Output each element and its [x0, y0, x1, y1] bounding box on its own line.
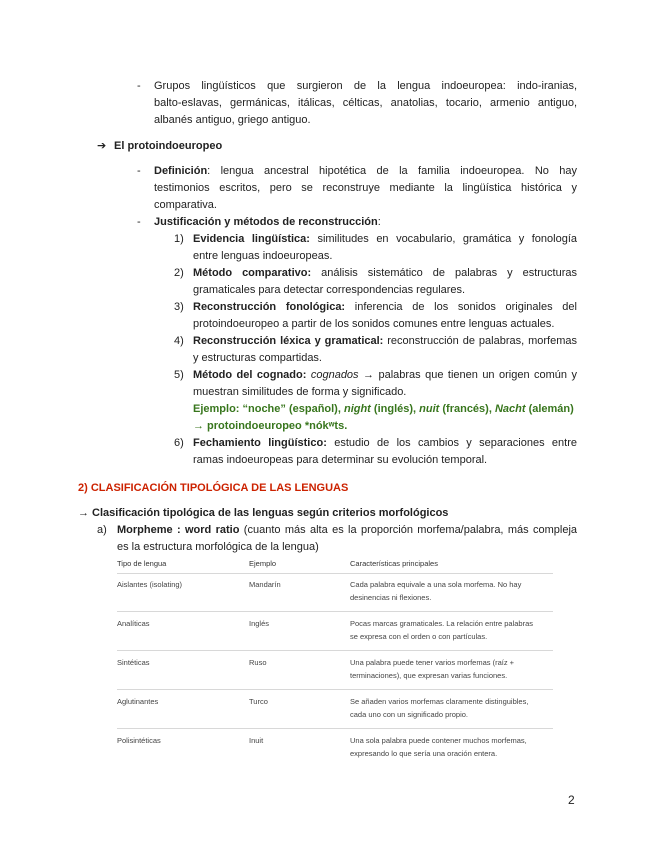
- item-number: 1): [174, 233, 184, 245]
- item-2-line-1: [193, 265, 577, 282]
- bullet-dash: -: [137, 165, 141, 177]
- item-text: estudio de los cambios y separaciones entre: [326, 437, 577, 449]
- item-text: → palabras que tienen un origen común y: [358, 369, 577, 381]
- table-rule: [117, 650, 553, 651]
- proto-heading: El protoindoeuropeo: [114, 140, 223, 152]
- item-number: 4): [174, 335, 184, 347]
- item-label: Método comparativo:: [193, 267, 312, 279]
- table-cell-ejemplo: Turco: [249, 697, 268, 706]
- table-cell-ejemplo: Ruso: [249, 658, 267, 667]
- item-text: reconstrucción de palabras, morfemas: [383, 335, 577, 347]
- item-number: 2): [174, 267, 184, 279]
- ejemplo-text: (francés),: [439, 403, 495, 415]
- item-5-line-2: muestran similitudes de forma y significado.: [193, 386, 407, 398]
- ejemplo-text: (alemán): [525, 403, 574, 415]
- justificacion-colon: :: [377, 216, 381, 228]
- item-a-number: a): [97, 524, 107, 536]
- table-cell-ejemplo: Inglés: [249, 619, 270, 628]
- item-2-line-2: gramaticales para detectar correspondencias regulares.: [193, 284, 466, 296]
- item-label: Evidencia lingüística:: [193, 233, 310, 245]
- ejemplo-line-2: → protoindoeuropeo *nókʷts.: [193, 420, 348, 432]
- item-number: 6): [174, 437, 184, 449]
- item-1-line-2: entre lenguas indoeuropeas.: [193, 250, 333, 262]
- item-text: análisis sistemático de palabras y estructuras: [311, 267, 577, 279]
- table-cell-desc: Una palabra puede tener varios morfemas (raíz +: [350, 658, 515, 667]
- arrow-icon: ➔: [97, 140, 107, 152]
- item-number: 3): [174, 301, 184, 313]
- intro-line-1: Grupos lingüísticos que surgieron de la lengua indoeuropea: indo-iranias,: [154, 80, 577, 92]
- definicion-line-1: [154, 163, 577, 180]
- item-label: Reconstrucción léxica y gramatical:: [193, 335, 384, 347]
- definicion-line-3: comparativa.: [154, 199, 217, 211]
- item-3-line-2: protoindoeuropeo a partir de los sonidos comunes entre lenguas actuales.: [193, 318, 555, 330]
- table-cell-desc: desinencias ni flexiones.: [350, 593, 432, 602]
- item-a-line-1: [117, 522, 577, 539]
- table-cell-desc: cada uno con un significado propio.: [350, 710, 469, 719]
- item-text: similitudes en vocabulario, gramática y fonología: [309, 233, 577, 245]
- ejemplo-word: Nacht: [494, 403, 526, 415]
- item-1-line-1: [193, 231, 577, 248]
- table-cell-desc: Pocas marcas gramaticales. La relación entre palabras: [350, 619, 534, 628]
- table-rule: [117, 611, 553, 612]
- table-cell-tipo: Analíticas: [117, 619, 150, 628]
- item-5-line-1: [193, 367, 577, 384]
- definicion-line-2: testimonios escritos, pero se reconstruye mediante la lingüística histórica y: [154, 182, 577, 194]
- item-6-line-1: [193, 435, 577, 452]
- justificacion-label: Justificación y métodos de reconstrucción: [154, 216, 378, 228]
- table-cell-desc: terminaciones), que expresan varias funciones.: [350, 671, 508, 680]
- item-4-line-1: [193, 333, 577, 350]
- ejemplo-line-1: [193, 401, 574, 418]
- bullet-dash: -: [137, 80, 141, 92]
- ejemplo-word: night: [343, 403, 371, 415]
- table-cell-desc: se expresa con el orden o con partículas.: [350, 632, 488, 641]
- table-cell-tipo: Sintéticas: [117, 658, 150, 667]
- ejemplo-text: (inglés),: [370, 403, 420, 415]
- intro-line-3: albanés antiguo, griego antiguo.: [154, 114, 311, 126]
- definicion-text: : lengua ancestral hipotética de la familia indoeuropea. No hay: [207, 165, 577, 177]
- table-cell-desc: expresando lo que sería una oración entera.: [350, 749, 498, 758]
- item-label: Reconstrucción fonológica:: [193, 301, 346, 313]
- item-text: inferencia de los sonidos originales del: [345, 301, 577, 313]
- table-cell-desc: Se añaden varios morfemas claramente distinguibles,: [350, 697, 529, 706]
- ejemplo-word: nuit: [419, 403, 440, 415]
- table-cell-tipo: Aislantes (isolating): [117, 580, 183, 589]
- table-cell-tipo: Polisintéticas: [117, 736, 161, 745]
- table-cell-ejemplo: Inuit: [249, 736, 264, 745]
- item-a-label: Morpheme : word ratio: [117, 524, 240, 536]
- table-cell-desc: Cada palabra equivale a una sola morfema. No hay: [350, 580, 522, 589]
- item-a-line-2: es la estructura morfológica de la lengua): [117, 541, 319, 553]
- justificacion-heading: [154, 214, 381, 231]
- section-2-subheading: → Clasificación tipológica de las lenguas según criterios morfológicos: [78, 507, 449, 519]
- item-number: 5): [174, 369, 184, 381]
- intro-line-2: balto-eslavas, germánicas, itálicas, célticas, anatolias, tocario, armenio antiguo,: [154, 97, 577, 109]
- item-4-line-2: y estructuras compartidas.: [193, 352, 322, 364]
- item-label: Fechamiento lingüístico:: [193, 437, 327, 449]
- table-rule: [117, 689, 553, 690]
- table-rule: [117, 573, 553, 574]
- bullet-dash: -: [137, 216, 141, 228]
- item-6-line-2: ramas indoeuropeas para determinar su evolución temporal.: [193, 454, 488, 466]
- table-header-tipo: Tipo de lengua: [117, 559, 167, 568]
- item-italic: cognados: [310, 369, 359, 381]
- section-2-title: 2) CLASIFICACIÓN TIPOLÓGICA DE LAS LENGUAS: [78, 482, 349, 494]
- table-header-caracteristicas: Características principales: [350, 559, 438, 568]
- table-cell-desc: Una sola palabra puede contener muchos morfemas,: [350, 736, 527, 745]
- table-cell-ejemplo: Mandarín: [249, 580, 281, 589]
- item-a-text: (cuanto más alta es la proporción morfema/palabra, más compleja: [239, 524, 577, 536]
- ejemplo-text: Ejemplo: “noche” (español),: [193, 403, 344, 415]
- table-rule: [117, 728, 553, 729]
- definicion-label: Definición: [154, 165, 208, 177]
- page-number: 2: [568, 793, 575, 807]
- item-3-line-1: [193, 299, 577, 316]
- table-header-ejemplo: Ejemplo: [249, 559, 277, 568]
- item-label: Método del cognado:: [193, 369, 307, 381]
- table-cell-tipo: Aglutinantes: [117, 697, 159, 706]
